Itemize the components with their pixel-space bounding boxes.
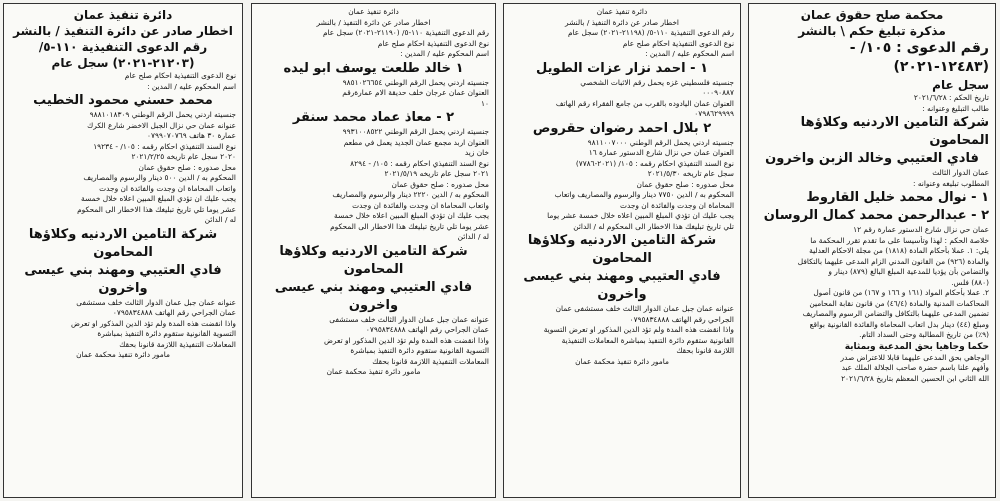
text-line: نوع السند التنفيذي احكام رقمه : ١٠٥/ - ٨٢٩٤: [350, 158, 489, 168]
debtor-name-2: ٢ بلال احمد رضوان حقروص: [532, 120, 712, 136]
notice-header: دائرة تنفيذ عمان: [348, 7, 399, 16]
text-line: ومبلغ (٤٤) دينار بدل اتعاب المحاماة والفائدة القانونية بواقع: [809, 319, 989, 329]
text-line: عشر يوما تلي تاريخ تبليغك هذا الاخطار الى المحكوم: [77, 204, 236, 214]
notice-footer: مامور دائرة تنفيذ محكمة عمان: [326, 367, 421, 376]
notice-header: دائرة تنفيذ عمان: [73, 8, 173, 22]
text-line: ٠٠٠٩٠٨٨٧: [702, 88, 734, 97]
text-line: عنوانه عمان حي نزال الجبل الاخضر شارع الكرك: [87, 120, 236, 130]
text-line: ٢٠٢٠ سجل عام تاريخه ٢٠٢١/٢/٢٥: [131, 152, 236, 161]
text-line: المحاماة ان وجدت والفائدة ان وجدت: [619, 200, 734, 210]
text-line: والمادة (٩٢٦) من القانون المدني الزام المدعى عليهما بالتكافل: [797, 256, 989, 266]
creditor-lawyers: فادي العتيبي ومهند بني عيسى واخرون: [274, 279, 473, 313]
requester-label: طالب التبليغ وعنوانه :: [922, 103, 989, 113]
text-line: القانونية ستقوم دائرة التنفيذ بمباشرة المعاملات التنفيذية: [561, 335, 734, 345]
case-number: رقم الدعوى : ١٠٥/ - (١٢٤٨٣-٢٠٢١): [849, 40, 989, 75]
text-line: التسوية القانونية ستقوم دائرة التنفيذ بمباشرة: [350, 346, 489, 355]
text-line: نوع السند التنفيذي احكام رقمه : ١٠٥/ - ١٩٢٣٤: [93, 141, 236, 151]
notice-column-2: [251, 3, 496, 498]
text-line: محل صدوره : صلح حقوق عمان: [636, 179, 734, 189]
case-year: (٢١٢٠٣-٢٠٢١) سجل عام: [51, 56, 195, 70]
text-line: جنسيته اردني يحمل الرقم الوطني ٩٨٥١٠٢٦٦٥٤: [342, 77, 489, 87]
notice-footer: مامور دائرة تنفيذ محكمة عمان: [575, 356, 669, 366]
notice-column-4: [748, 3, 996, 498]
text-line: يجب عليك ان تؤدي المبلغ المبين اعلاه خلال خمسة عشر يوما: [547, 211, 734, 220]
text-line: واتعاب المحاماة ان وجدت والفائدة ان وجدت: [99, 183, 236, 193]
text-line: ٢٠٢١ سجل عام تاريخه ٢٠٢١/٥/١٩: [384, 169, 489, 178]
debtor-name-1: ١ - احمد نزار عزات الطويل: [535, 60, 709, 76]
target-label: المطلوب تبليغه وعنوانه :: [913, 178, 989, 188]
text-line: يجب عليك ان تؤدي المبلغ المبين اعلاه خلال خمسة: [81, 194, 236, 203]
text-line: وأفهم علنا باسم حضرة صاحب الجلالة الملك عبد: [841, 363, 989, 372]
text-line: عشر يوما تلي تاريخ تبليغك هذا الاخطار الى المحكوم: [330, 221, 489, 231]
text-line: المعاملات التنفيذية اللازمة قانونا بحقك: [372, 356, 489, 366]
text-line: عمان الجراحي رقم الهاتف ٠٧٩٥٨٣٤٨٨٨: [365, 325, 489, 334]
text-line: عمان الجراحي رقم الهاتف ٠٧٩٥٨٣٤٨٨٨: [112, 308, 236, 317]
text-line: ٢. عملا بأحكام المواد (١٦١ و ١٦٦ و ١٦٧) من قانون أصول: [813, 288, 989, 297]
text-line: واذا انقضت هذه المدة ولم تؤد الدين المذكور او تعرض: [324, 335, 489, 345]
case-number: رقم الدعوى التنفيذية ١١٠-٥/: [38, 40, 208, 54]
text-line: له / الدائن: [204, 215, 236, 224]
text-line: الله الثاني ابن الحسين المعظم بتاريخ ٢٠٢١/٦/٢٨: [841, 373, 989, 383]
text-line: عنوانه عمان جبل عمان الدوار الثالث خلف مستشفى: [76, 297, 236, 307]
text-line: العنوان اربد مجمع عمان الجديد يعمل في مطعم: [343, 137, 489, 147]
text-line: واذا انقضت هذه المدة ولم تؤد الدين المذكور او تعرض التسوية: [543, 325, 734, 334]
text-line: يلي: ١. عملا بأحكام المادة (١٨١٨) من مجلة الاحكام العدلية: [809, 246, 989, 255]
creditor-name: شركة التامين الاردنيه وكلاؤها المحامون: [28, 226, 218, 260]
text-line: المحكوم به / الدين ٧٧٥٠ دينار والرسوم والمصاريف واتعاب: [554, 190, 734, 199]
notice-title: اخطار صادر عن دائرة التنفيذ / بالنشر: [565, 17, 679, 27]
text-line: محل صدوره : صلح حقوق عمان: [138, 162, 236, 172]
notice-title: مذكرة تبليغ حكم \ بالنشر: [798, 24, 946, 38]
debtor-name-1: ١ خالد طلعت يوسف ابو ليده: [283, 60, 464, 76]
case-type: نوع الدعوى التنفيذية احكام صلح عام: [377, 38, 489, 48]
case-year: سجل عام: [932, 78, 989, 92]
requester-name: شركة التامين الاردنيه وكلاؤها المحامون: [800, 115, 989, 148]
notice-column-1: [3, 3, 243, 498]
creditor-lawyers: فادي العتيبي ومهند بني عيسى واخرون: [24, 262, 222, 296]
text-line: المحكوم به / الدين ٥٠٠ دينار والرسوم والمصاريف: [83, 173, 236, 182]
text-line: (٩٪) من تاريخ المطالبة وحتى السداد التام.: [859, 330, 989, 339]
text-line: تضمين المدعى عليهما بالتكافل والتضامن الرسوم والمصاريف: [802, 309, 989, 318]
notice-footer: مامور دائرة تنفيذ محكمة عمان: [76, 350, 170, 359]
requester-address: عمان الدوار الثالث: [932, 168, 989, 177]
text-line: اللازمة قانونا بحقك: [676, 346, 734, 355]
text-line: خان زيد: [464, 148, 489, 157]
text-line: واتعاب المحاماة ان وجدت والفائدة ان وجدت: [352, 200, 489, 210]
text-line: ٠٧٩٨٦٢٩٩٩٩: [694, 109, 734, 118]
text-line: (٨٨٠) فلس.: [951, 277, 989, 287]
text-line: له / الدائن: [457, 232, 489, 241]
text-line: العنوان عمان حي نزال شارع الدستور عمارة ١٦: [588, 148, 734, 157]
case-number: رقم الدعوى التنفيذية ١١٠-٥/ (٢١١٩٨-٢٠٢١) سجل عام: [567, 28, 734, 37]
creditor-name: شركة التامين الاردنيه وكلاؤها المحامون: [279, 243, 468, 277]
text-line: المعاملات التنفيذية اللازمة قانونا بحقك: [119, 339, 236, 349]
text-line: يجب عليك ان تؤدي المبلغ المبين اعلاه خلال خمسة: [334, 211, 489, 220]
judgment-date: تاريخ الحكم : ٢٠٢١/٦/٢٨: [913, 93, 989, 102]
debtor-name-2: ٢ - معاذ عماد محمد سنقر: [292, 110, 455, 125]
text-line: خلاصة الحكم : لهذا وتأسيسا على ما تقدم تقرر المحكمة ما: [810, 235, 989, 245]
debtor-label: اسم المحكوم عليه / المدين :: [400, 49, 489, 58]
target-name-1: ١ - نوال محمد خليل القاروط: [806, 190, 989, 205]
notice-column-3: [503, 3, 741, 498]
text-line: سجل عام تاريخه ٢٠٢١/٥/٣٠: [647, 169, 734, 178]
text-line: واذا انقضت هذه المدة ولم تؤد الدين المذكور او تعرض: [71, 318, 236, 328]
notice-title: اخطار صادر عن دائرة التنفيذ / بالنشر: [13, 24, 233, 38]
text-line: جنسيته فلسطيني غزه يحمل رقم الاثبات الشخصي: [580, 77, 734, 87]
debtor-label: اسم المحكوم عليه / المدين :: [147, 81, 236, 91]
text-line: عنوانه عمان جبل عمان الدوار الثالث خلف مستشفى عمان: [555, 304, 734, 313]
text-line: ١٠: [481, 98, 489, 108]
text-line: العنوان عمان عرجان خلف حديقة الام عمارةرقم: [342, 88, 489, 97]
debtor-name: محمد حسني محمود الخطيب: [33, 93, 213, 108]
text-line: العنوان عمان اليادوده بالقرب من جامع الفقراء رقم الهاتف: [555, 98, 734, 108]
court-name: محكمة صلح حقوق عمان: [800, 8, 944, 22]
creditor-lawyers: فادي العتيبي ومهند بني عيسى واخرون: [523, 269, 721, 302]
text-line: تلي تاريخ تبليغك هذا الاخطار الى المحكوم له / الدائن: [573, 221, 734, 231]
case-type: نوع الدعوى التنفيذية احكام صلح عام: [124, 71, 236, 80]
text-line: الجراحي رقم الهاتف ٠٧٩٥٨٣٤٨٨٨: [629, 314, 734, 324]
notice-title: اخطار صادر عن دائرة التنفيذ / بالنشر: [316, 17, 431, 27]
debtor-label: اسم المحكوم عليه / المدين :: [645, 49, 734, 58]
text-line: نوع السند التنفيذي احكام رقمه : ١٠٥/ (٢٠٢١-٧٧٨٦): [575, 158, 734, 168]
target-name-2: ٢ - عبدالرحمن محمد كمال الروسان: [763, 208, 989, 223]
text-line: محل صدوره : صلح حقوق عمان: [391, 179, 489, 189]
notice-header: دائرة تنفيذ عمان: [596, 7, 648, 16]
text-line: المحكوم به / الدين ٢٢٢٠ دينار والرسوم والمصاريف: [332, 190, 489, 199]
creditor-name: شركة التامين الاردنيه وكلاؤها المحامون: [527, 233, 717, 266]
text-line: حكما وجاهيا بحق المدعية وبمثابة: [844, 341, 989, 352]
text-line: التسوية القانونية ستقوم دائرة التنفيذ بمباشرة: [97, 329, 236, 338]
text-line: جنسيته اردني يحمل الرقم الوطني ٩٨١١٠٠٧٠٠٠: [587, 137, 734, 147]
target-address: عمان حي نزال شارع الدستور عمارة رقم ١٢: [853, 225, 989, 234]
text-line: المحاكمات المدنية والمادة (٤٦/٤) من قانون نقابة المحامين: [809, 298, 989, 308]
text-line: والتضامن بأن يؤديا للمدعية المبلغ البالغ (٨٧٩) دينار و: [828, 267, 989, 276]
text-line: الوجاهي بحق المدعى عليهما قابلا للاعتراض صدر: [840, 352, 989, 362]
requester-lawyers: فادي العتيبي وخالد الزبن واخرون: [765, 151, 979, 166]
case-number: رقم الدعوى التنفيذية ١١٠-٥/ (٢١١٩٠-٢٠٢١) سجل عام: [322, 28, 489, 37]
text-line: عمارة ٣٠ هاتف ٠٧٩٩٠٧٠٧٦٩: [147, 131, 236, 140]
case-type: نوع الدعوى التنفيذية احكام صلح عام: [622, 38, 734, 48]
text-line: جنسيته اردني يحمل الرقم الوطني ٩٨٨١٠١٨٣٠٩: [89, 110, 236, 119]
text-line: عنوانه عمان جبل عمان الدوار الثالث خلف مستشفى: [329, 314, 489, 324]
text-line: جنسيته اردني يحمل الرقم الوطني ٩٩٣١٠٠٨٥٢٢: [342, 127, 489, 136]
